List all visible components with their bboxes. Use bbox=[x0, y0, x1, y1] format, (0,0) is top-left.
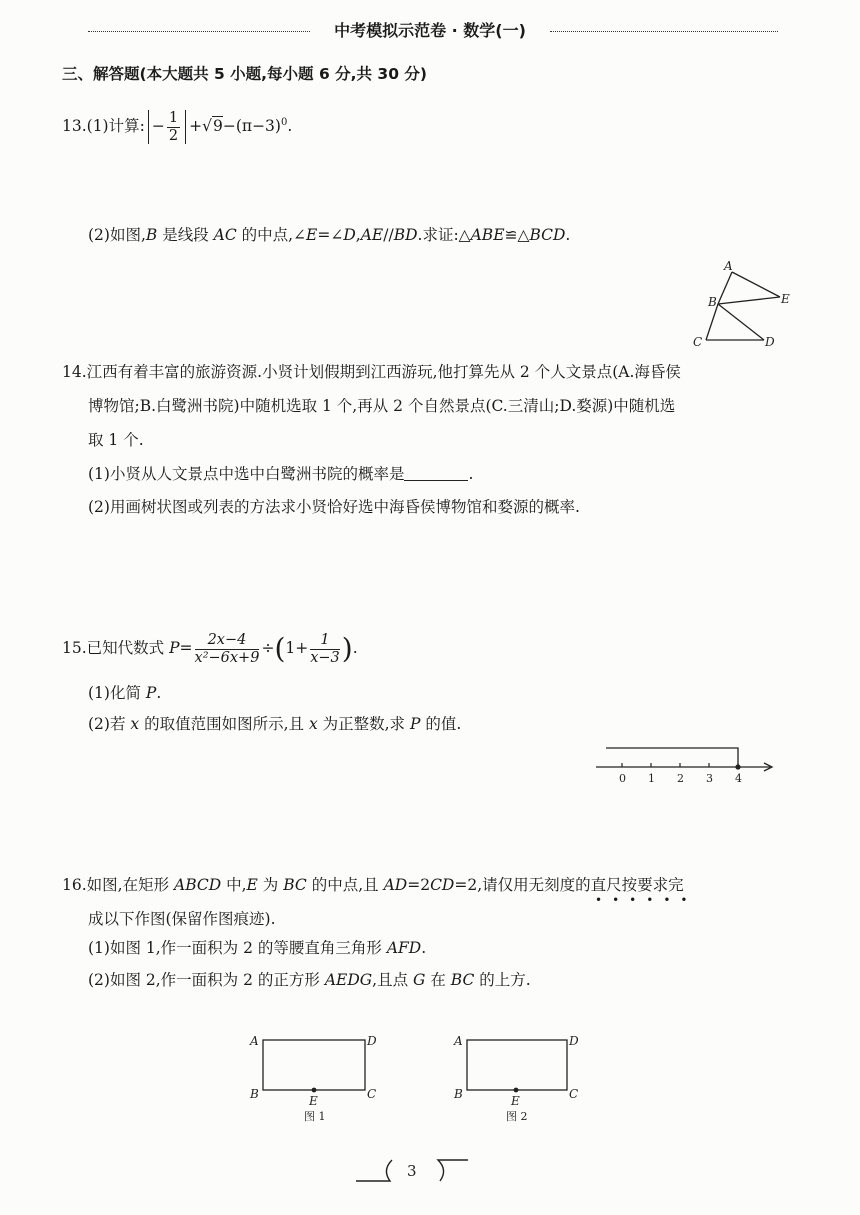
var-CD: CD bbox=[430, 876, 455, 894]
q14-part1-end: . bbox=[468, 465, 474, 483]
point-label-E: E bbox=[781, 292, 790, 306]
q15-prefix: 15.已知代数式 bbox=[62, 639, 170, 657]
bracket-right-icon bbox=[438, 1160, 468, 1181]
q13-part2-text: =∠ bbox=[317, 226, 344, 244]
point-label-B: B bbox=[708, 295, 717, 309]
q16-part1-text: (1)如图 1,作一面积为 2 的等腰直角三角形 bbox=[88, 939, 387, 957]
point-label-A: A bbox=[250, 1034, 259, 1048]
number-line-figure bbox=[592, 740, 782, 788]
number-line-tick-label: 3 bbox=[706, 772, 713, 785]
q15-part2-text: 的值. bbox=[420, 715, 462, 733]
q16-part1 bbox=[88, 938, 426, 958]
var-D: D bbox=[343, 226, 356, 244]
header-dotted-rule-right bbox=[550, 31, 778, 32]
segment-BD bbox=[718, 304, 764, 340]
q16-line1 bbox=[62, 875, 684, 895]
midpoint-E-dot bbox=[312, 1088, 317, 1093]
figure-1-caption: 图 1 bbox=[304, 1110, 326, 1123]
var-G: G bbox=[413, 971, 426, 989]
var-x: x bbox=[130, 715, 140, 733]
q13-part2-text: (2)如图, bbox=[88, 226, 146, 244]
q16-part2-text: 的上方. bbox=[474, 971, 531, 989]
main-fraction-numerator: 2x−4 bbox=[195, 632, 260, 650]
q15-part2-text: 的取值范围如图所示,且 bbox=[139, 715, 309, 733]
solution-range-bracket bbox=[606, 748, 738, 767]
point-label-D: D bbox=[367, 1034, 377, 1048]
abs-bar-left bbox=[148, 110, 149, 144]
inner-fraction bbox=[310, 632, 340, 667]
q14-line2: 博物馆;B.白鹭洲书院)中随机选取 1 个,再从 2 个自然景点(C.三清山;D.婺源)中随机选 bbox=[88, 397, 676, 415]
point-label-C: C bbox=[693, 335, 703, 348]
point-label-D: D bbox=[765, 335, 775, 348]
number-line-tick-label: 4 bbox=[735, 772, 742, 785]
emphasis-dots: •••••• bbox=[595, 893, 698, 907]
point-label-A: A bbox=[724, 259, 733, 273]
var-B: B bbox=[145, 226, 158, 244]
main-fraction bbox=[195, 632, 260, 667]
var-BCD: BCD bbox=[529, 226, 566, 244]
q16-text: 中, bbox=[221, 876, 247, 894]
point-label-E: E bbox=[309, 1094, 318, 1108]
q16-text: 直尺按要求完 bbox=[590, 876, 684, 894]
section-title: 三、解答题(本大题共 5 小题,每小题 6 分,共 30 分) bbox=[62, 65, 427, 83]
q13-part2-text: 是线段 bbox=[157, 226, 214, 244]
paren-right: ) bbox=[341, 632, 353, 665]
q15-part1 bbox=[88, 683, 161, 703]
page-number-bracket bbox=[352, 1154, 472, 1186]
page-number: 3 bbox=[407, 1162, 417, 1180]
header-dotted-rule-left bbox=[88, 31, 310, 32]
q15-part1-text: (1)化简 bbox=[88, 684, 146, 702]
abs-minus: − bbox=[151, 117, 165, 136]
q16-text: =2,请仅用 bbox=[454, 876, 529, 894]
q13-part2-text: 的中点,∠ bbox=[236, 226, 307, 244]
segment-BC bbox=[706, 304, 718, 340]
var-ABE: ABE bbox=[470, 226, 505, 244]
q13-expression-tail: −(π−3) bbox=[222, 117, 281, 136]
number-line-tick-label: 2 bbox=[677, 772, 684, 785]
var-BC: BC bbox=[283, 876, 307, 894]
answer-blank[interactable] bbox=[404, 464, 468, 481]
q16-text: 为 bbox=[257, 876, 284, 894]
q14-part1-text: (1)小贤从人文景点中选中白鹭洲书院的概率是 bbox=[88, 465, 405, 483]
header-title: 中考模拟示范卷 · 数学(一) bbox=[334, 21, 526, 40]
q13-part2-text: . bbox=[565, 226, 571, 244]
q16-part2-text: 在 bbox=[425, 971, 451, 989]
q15-part2 bbox=[88, 714, 461, 734]
plus-sign: + bbox=[189, 117, 203, 136]
var-P: P bbox=[409, 715, 421, 733]
bracket-left-icon bbox=[356, 1160, 392, 1181]
divide-sign: ÷ bbox=[261, 639, 275, 657]
var-E: E bbox=[246, 876, 258, 894]
inner-fraction-denominator: x−3 bbox=[310, 649, 340, 666]
var-BC: BC bbox=[450, 971, 475, 989]
q16-text: =2 bbox=[407, 876, 431, 894]
congruent-sign: ≌△ bbox=[504, 226, 530, 244]
point-label-E: E bbox=[511, 1094, 520, 1108]
emphasized-text: 无刻度的 bbox=[528, 876, 591, 894]
q16-part2-text: (2)如图 2,作一面积为 2 的正方形 bbox=[88, 971, 325, 989]
abs-bar-right bbox=[185, 110, 186, 144]
figure-2-rectangle bbox=[450, 1028, 590, 1126]
var-AD: AD bbox=[383, 876, 408, 894]
q16-line2: 成以下作图(保留作图痕迹). bbox=[88, 910, 276, 928]
segment-AE bbox=[732, 272, 780, 297]
var-x: x bbox=[308, 715, 318, 733]
var-AC: AC bbox=[213, 226, 237, 244]
q13-part1 bbox=[62, 105, 292, 145]
q15-part1-text: . bbox=[156, 684, 162, 702]
var-ABCD: ABCD bbox=[174, 876, 222, 894]
q13-end: . bbox=[287, 117, 293, 136]
q14-part1 bbox=[88, 464, 473, 484]
paren-left: ( bbox=[274, 632, 286, 665]
one-plus: 1+ bbox=[285, 639, 309, 657]
sqrt-sign: √ bbox=[202, 117, 212, 136]
fraction-denominator: 2 bbox=[168, 127, 179, 144]
rectangle-ABCD bbox=[263, 1040, 365, 1090]
var-P: P bbox=[169, 639, 180, 657]
q14-line1: 14.江西有着丰富的旅游资源.小贤计划假期到江西游玩,他打算先从 2 个人文景点(A.海昏侯 bbox=[62, 363, 681, 381]
q15-end: . bbox=[352, 639, 358, 657]
q16-part1-text: . bbox=[421, 939, 427, 957]
q16-text: 16.如图,在矩形 bbox=[62, 876, 175, 894]
var-AFD: AFD bbox=[386, 939, 422, 957]
fraction-one-half bbox=[167, 110, 180, 145]
parallel-sign: // bbox=[383, 226, 394, 244]
sqrt-radicand: 9 bbox=[212, 117, 223, 136]
q15-expression bbox=[62, 628, 358, 669]
q15-part2-text: 为正整数,求 bbox=[317, 715, 410, 733]
point-label-D: D bbox=[569, 1034, 579, 1048]
var-E: E bbox=[306, 226, 318, 244]
point-label-A: A bbox=[454, 1034, 463, 1048]
number-line-tick-label: 1 bbox=[648, 772, 655, 785]
point-label-C: C bbox=[569, 1087, 579, 1101]
q16-text: 的中点,且 bbox=[306, 876, 384, 894]
inner-fraction-numerator: 1 bbox=[310, 632, 340, 650]
point-label-B: B bbox=[250, 1087, 259, 1101]
q16-part2 bbox=[88, 970, 531, 990]
q15-part2-text: (2)若 bbox=[88, 715, 131, 733]
figure-1-rectangle bbox=[246, 1028, 386, 1126]
segment-AB bbox=[718, 272, 732, 304]
point-label-B: B bbox=[454, 1087, 463, 1101]
segment-BE bbox=[718, 297, 780, 304]
figure-2-caption: 图 2 bbox=[506, 1110, 528, 1123]
equals-sign: = bbox=[179, 639, 193, 657]
closed-endpoint-dot bbox=[735, 764, 740, 769]
q13-part1-prefix: 13.(1)计算: bbox=[62, 117, 145, 136]
q13-part2-text: , bbox=[355, 226, 361, 244]
q14-part2: (2)用画树状图或列表的方法求小贤恰好选中海昏侯博物馆和婺源的概率. bbox=[88, 498, 580, 516]
q13-part2 bbox=[88, 225, 570, 245]
q13-part2-text: .求证:△ bbox=[417, 226, 471, 244]
number-line-tick-label: 0 bbox=[619, 772, 626, 785]
var-P: P bbox=[145, 684, 157, 702]
main-fraction-denominator: x²−6x+9 bbox=[194, 649, 260, 666]
var-AEDG: AEDG bbox=[324, 971, 373, 989]
var-AE: AE bbox=[360, 226, 384, 244]
midpoint-E-dot bbox=[514, 1088, 519, 1093]
q13-triangle-figure bbox=[688, 256, 798, 348]
point-label-C: C bbox=[367, 1087, 377, 1101]
rectangle-ABCD bbox=[467, 1040, 567, 1090]
exponent-zero: 0 bbox=[280, 117, 288, 128]
fraction-numerator: 1 bbox=[168, 109, 179, 126]
q14-line3: 取 1 个. bbox=[88, 431, 144, 449]
var-BD: BD bbox=[393, 226, 418, 244]
q16-part2-text: ,且点 bbox=[372, 971, 414, 989]
